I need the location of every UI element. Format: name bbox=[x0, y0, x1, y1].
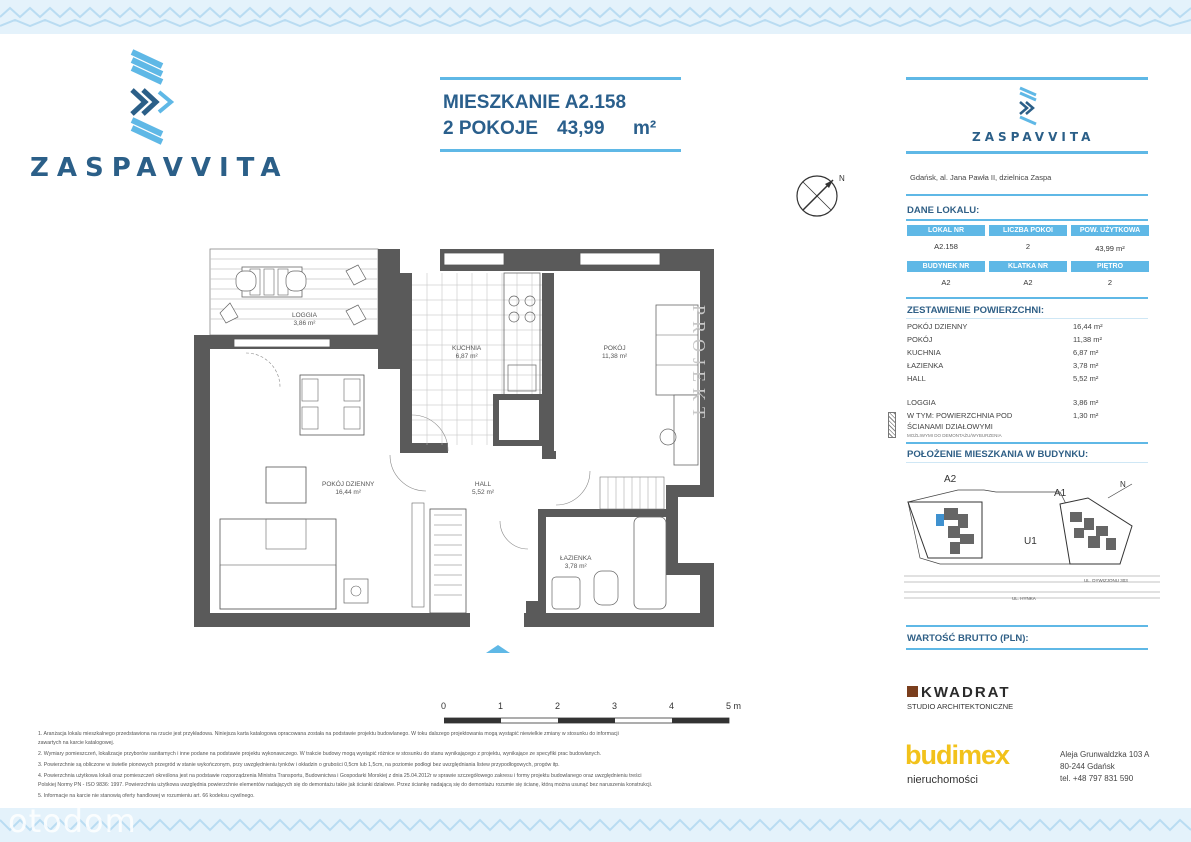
bedroom-label: POKÓJ 11,38 m² bbox=[602, 345, 628, 360]
summary-header: ZESTAWIENIE POWIERZCHNI: bbox=[907, 305, 1045, 316]
cell-label-klatka: KLATKA NR bbox=[989, 261, 1067, 272]
cell-label-pietro: PIĘTRO bbox=[1071, 261, 1149, 272]
kitchen-label: KUCHNIA 6,87 m² bbox=[452, 345, 482, 360]
scale-tick-5: 5 m bbox=[726, 701, 742, 711]
street-label-1: UL. DYWIZJONU 303 bbox=[1084, 578, 1128, 583]
cell-value-klatka: A2 bbox=[1023, 278, 1033, 287]
scale-bar bbox=[444, 712, 734, 720]
floor-plan-drawing bbox=[190, 245, 730, 655]
right-panel-rule-7 bbox=[906, 625, 1148, 627]
top-pattern-band bbox=[0, 0, 1191, 34]
footnote-line: zawartych na karcie katalogowej. bbox=[38, 740, 115, 746]
area-unit: m² bbox=[633, 118, 657, 139]
location-header: POŁOŻENIE MIESZKANIA W BUDYNKU: bbox=[907, 449, 1089, 460]
floor-plan bbox=[190, 245, 730, 655]
plan-watermark: PROJEKT bbox=[689, 305, 709, 425]
compass-north-label: N bbox=[839, 174, 845, 183]
cell-label-pow: POW. UŻYTKOWA bbox=[1071, 225, 1149, 236]
scale-bar-graphic bbox=[444, 717, 734, 725]
bottom-pattern-band bbox=[0, 808, 1191, 842]
scale-tick-2: 2 bbox=[555, 701, 561, 711]
right-panel-top-rule bbox=[906, 77, 1148, 80]
contact-city: 80-244 Gdańsk bbox=[1060, 762, 1115, 771]
site-map bbox=[900, 468, 1160, 610]
dane-lokalu-header: DANE LOKALU: bbox=[907, 205, 980, 216]
brand-wordmark: ZASPAVVITA bbox=[30, 153, 289, 183]
contact-street: Aleja Grunwaldzka 103 A bbox=[1060, 750, 1150, 759]
hall-label: HALL 5,52 m² bbox=[472, 481, 495, 496]
room-count: 2 POKOJE bbox=[443, 118, 539, 139]
right-panel-rule-6 bbox=[906, 462, 1148, 463]
footnote-line: Polskiej Normy PN - ISO 9836: 1997. Powierzchnia użytkowa uwzględnia powierzchnie elementów nadających się do demontażu takie jak ścianki działowe. Przez ściankę nadającą się do demontażu rozumie się ścianę, którą można usunąć bez naruszenia konstrukcji. bbox=[38, 782, 653, 788]
footnote-line: 5. Informacje na karcie nie stanowią oferty handlowej w rozumieniu art. 66 kodeksu cywilnego. bbox=[38, 793, 255, 799]
street-label-2: UL. HYNKA bbox=[1012, 596, 1036, 601]
footnote-line: 4. Powierzchnia użytkowa lokali oraz pomieszczeń określona jest na podstawie rozporządzenia Ministra Transportu, Budownictwa i Gospodarki Morskiej z dnia 25.04.2012r w sprawie szczegółowego zakresu i formy projektu budowlanego oraz uwzględnieniu treści bbox=[38, 773, 642, 779]
bathroom-label: ŁAZIENKA 3,78 m² bbox=[560, 555, 592, 570]
contact-phone: tel. +48 797 831 590 bbox=[1060, 774, 1134, 783]
cell-value-pokoje: 2 bbox=[1025, 242, 1031, 251]
apartment-area: 43,99 bbox=[557, 118, 605, 139]
site-label-u1: U1 bbox=[1024, 536, 1037, 547]
right-panel-rule-1 bbox=[906, 194, 1148, 196]
right-brand-wordmark: ZASPAVVITA bbox=[972, 130, 1095, 144]
site-label-a1: A1 bbox=[1054, 488, 1067, 499]
architect-subtitle: STUDIO ARCHITEKTONICZNE bbox=[907, 702, 1014, 711]
footnote-line: 2. Wymiary pomieszczeń, lokalizacje przyborów sanitarnych i inne podane na podstawie projektu wykonawczego. W trakcie budowy mogą wystąpić różnice w stosunku do stanu wynikającego z projektu, wynikające ze specyfiki prac budowlanych. bbox=[38, 751, 602, 757]
scale-tick-0: 0 bbox=[441, 701, 447, 711]
architect-logo-square-icon bbox=[907, 686, 918, 697]
footnote-line: 3. Powierzchnie są obliczone w świetle pionowych przegród w stanie wykończonym, przy uwzględnieniu tynków i okładzin o grubości 0,5cm lub 1,5cm, na poziomie podłogi bez uwzględniania listew przypodłogowych, progów itp. bbox=[38, 762, 560, 768]
scale-tick-4: 4 bbox=[669, 701, 675, 711]
loggia-label: LOGGIA 3,86 m² bbox=[292, 312, 317, 327]
cell-label-lokal: LOKAL NR bbox=[907, 225, 985, 236]
scale-tick-1: 1 bbox=[498, 701, 504, 711]
hatch-legend-icon bbox=[888, 412, 896, 438]
entrance-arrow-icon bbox=[486, 645, 510, 653]
compass bbox=[795, 170, 851, 220]
apartment-number: MIESZKANIE A2.158 bbox=[443, 92, 627, 113]
architect-logo bbox=[907, 684, 1047, 714]
developer-name: budimex bbox=[905, 740, 1010, 770]
right-panel-rule-2 bbox=[906, 219, 1148, 221]
right-panel-rule-5 bbox=[906, 442, 1148, 444]
brand-logo-mark bbox=[30, 48, 270, 148]
cell-value-pow: 43,99 m² bbox=[1095, 244, 1125, 253]
right-panel-rule-8 bbox=[906, 648, 1148, 650]
partition-note: MOŻLIWYMI DO DEMONTAŻU/WYBURZENIA bbox=[907, 433, 1002, 438]
right-panel-logo bbox=[960, 84, 1100, 150]
site-label-north: N bbox=[1120, 480, 1126, 489]
right-panel-rule-4 bbox=[906, 318, 1148, 319]
site-label-a2: A2 bbox=[944, 474, 957, 485]
brand-logo bbox=[30, 48, 289, 188]
pattern-graphic bbox=[0, 808, 1191, 842]
address: Gdańsk, al. Jana Pawła II, dzielnica Zaspa bbox=[910, 173, 1052, 182]
living-room-label: POKÓJ DZIENNY 16,44 m² bbox=[322, 481, 375, 496]
cell-label-pokoje: LICZBA POKOI bbox=[989, 225, 1067, 236]
developer-subtitle: nieruchomości bbox=[907, 774, 978, 786]
watermark-logo: otodom bbox=[8, 808, 137, 840]
cell-label-budynek: BUDYNEK NR bbox=[907, 261, 985, 272]
footnote-line: 1. Aranżacja lokalu mieszkalnego przedstawiona na rzucie jest przykładowa. Niniejsza karta katalogowa opracowana została na podstawie projektu budowlanego. W toku dalszego projektowania mogą wystąpić niewielkie zmiany w stosunku do informacji bbox=[38, 731, 619, 737]
price-header: WARTOŚĆ BRUTTO (PLN): bbox=[907, 633, 1029, 644]
pattern-graphic bbox=[0, 0, 1191, 34]
right-panel-rule-3 bbox=[906, 297, 1148, 299]
cell-value-budynek: A2 bbox=[941, 278, 951, 287]
cell-value-lokal: A2.158 bbox=[934, 242, 958, 251]
scale-tick-3: 3 bbox=[612, 701, 618, 711]
cell-value-pietro: 2 bbox=[1107, 278, 1113, 287]
architect-name: KWADRAT bbox=[921, 684, 1011, 701]
developer-logo bbox=[905, 740, 1035, 794]
right-panel-logo-rule bbox=[906, 151, 1148, 154]
right-logo-mark bbox=[960, 84, 1100, 128]
apartment-title-box bbox=[440, 77, 681, 152]
